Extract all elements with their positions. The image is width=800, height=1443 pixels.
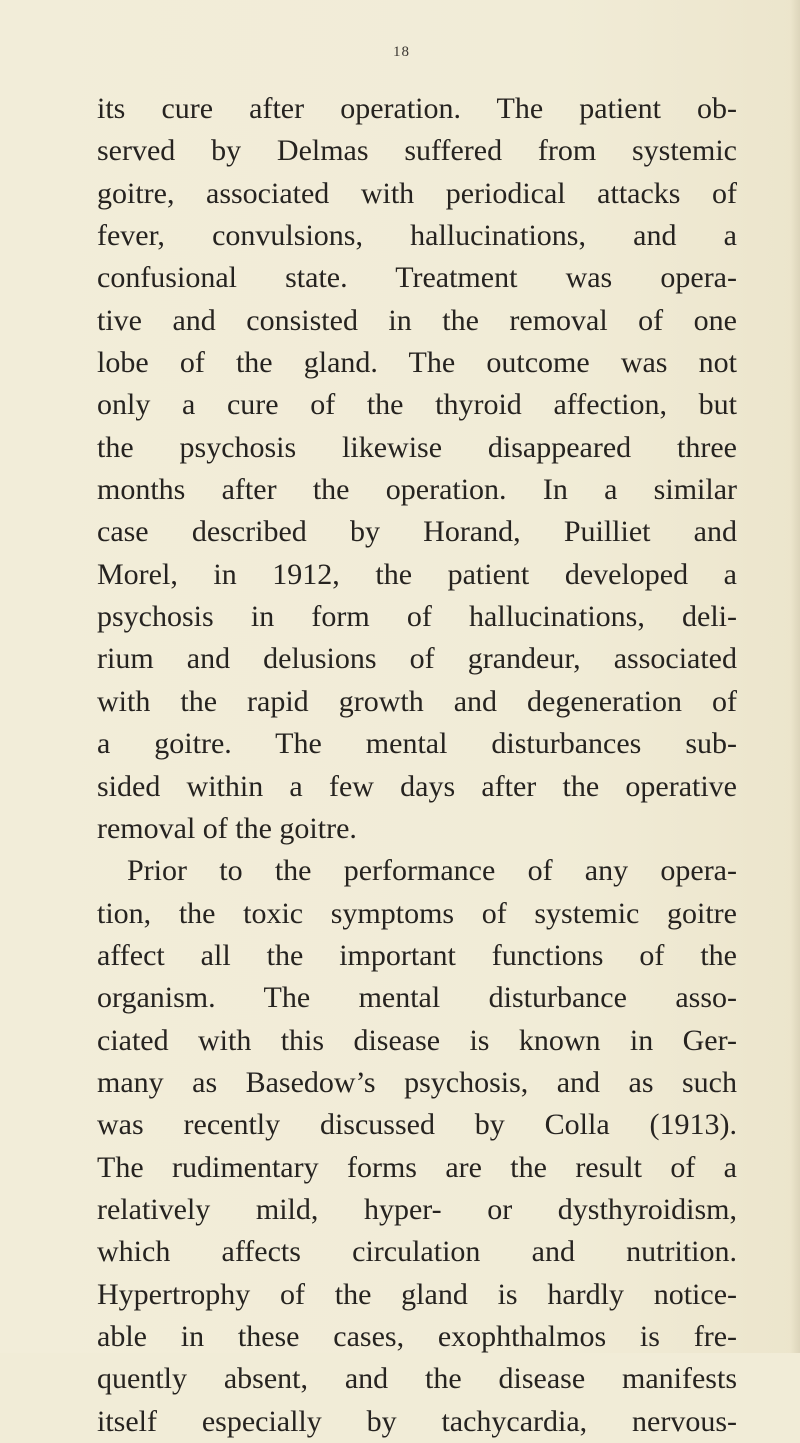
text-line: Hypertrophy of the gland is hardly notice-: [97, 1277, 737, 1311]
text-line: ciated with this disease is known in Ger-: [97, 1023, 737, 1057]
text-line: tion, the toxic symptoms of systemic goitre: [97, 896, 737, 930]
paragraph-1: [97, 88, 737, 850]
text-line: psychosis in form of hallucinations, deli-: [97, 600, 737, 634]
text-line: tive and consisted in the removal of one: [97, 303, 737, 337]
text-line: many as Basedow’s psychosis, and as such: [97, 1065, 737, 1099]
text-line: with the rapid growth and degeneration of: [97, 684, 737, 718]
text-line: relatively mild, hyper- or dysthyroidism,: [97, 1192, 737, 1226]
text-line: was recently discussed by Colla (1913).: [97, 1108, 737, 1142]
text-line: confusional state. Treatment was opera-: [97, 261, 737, 295]
text-line: fever, convulsions, hallucinations, and a: [97, 219, 737, 253]
text-line: itself especially by tachycardia, nervous-: [97, 1404, 737, 1438]
text-line: The rudimentary forms are the result of a: [97, 1150, 737, 1184]
page-edge-shadow: [790, 0, 800, 1353]
text-line: months after the operation. In a similar: [97, 473, 737, 507]
text-line: case described by Horand, Puilliet and: [97, 515, 737, 549]
text-line: the psychosis likewise disappeared three: [97, 430, 737, 464]
text-line: only a cure of the thyroid affection, but: [97, 388, 737, 422]
paragraph-2: [97, 850, 737, 1443]
text-line: removal of the goitre.: [97, 811, 357, 845]
text-line: sided within a few days after the operative: [97, 769, 737, 803]
text-line: which affects circulation and nutrition.: [97, 1235, 737, 1269]
text-line: goitre, associated with periodical attacks of: [97, 176, 737, 210]
text-line: affect all the important functions of the: [97, 938, 737, 972]
text-line: a goitre. The mental disturbances sub-: [97, 727, 737, 761]
text-line: Morel, in 1912, the patient developed a: [97, 557, 737, 591]
text-line: lobe of the gland. The outcome was not: [97, 346, 737, 380]
body-text: [97, 88, 737, 1443]
text-line: able in these cases, exophthalmos is fre-: [97, 1319, 737, 1353]
text-line: its cure after operation. The patient ob-: [97, 92, 737, 125]
text-line: organism. The mental disturbance asso-: [97, 981, 737, 1015]
text-line: rium and delusions of grandeur, associated: [97, 642, 737, 676]
page-number: 18: [393, 44, 410, 60]
text-line: served by Delmas suffered from systemic: [97, 134, 737, 168]
text-line: Prior to the performance of any opera-: [127, 854, 737, 888]
text-line: quently absent, and the disease manifests: [97, 1362, 737, 1396]
